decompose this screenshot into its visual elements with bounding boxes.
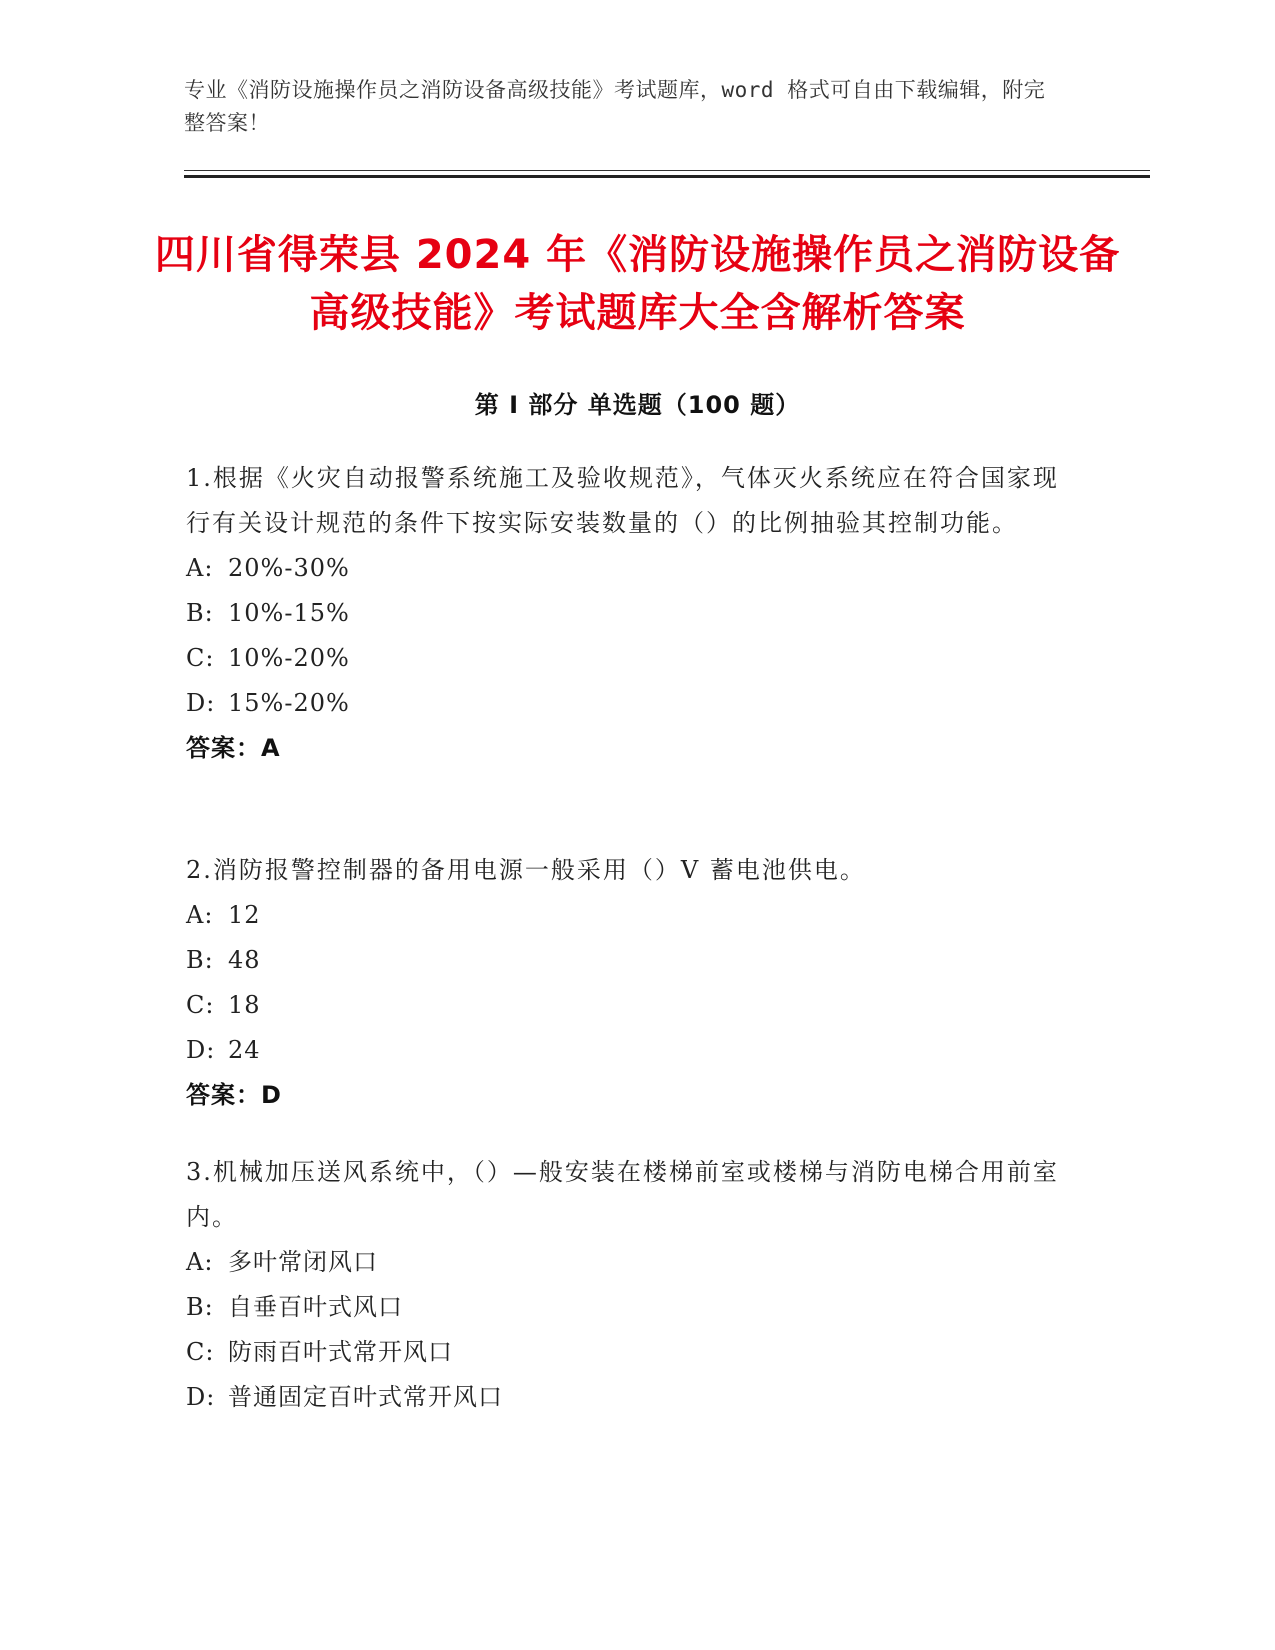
option-a — [186, 546, 1066, 591]
option-letter: D: — [186, 1383, 216, 1411]
option-letter: B: — [186, 599, 214, 627]
header-divider-thin — [184, 170, 1150, 171]
option-text: 普通固定百叶式常开风口 — [228, 1383, 503, 1411]
option-letter: D: — [186, 1036, 216, 1064]
option-c — [186, 983, 1066, 1028]
option-text: 防雨百叶式常开风口 — [228, 1338, 453, 1366]
section-heading: 第 I 部分 单选题（100 题） — [474, 391, 801, 419]
option-text: 48 — [228, 946, 261, 974]
option-d — [186, 681, 1066, 726]
option-b — [186, 938, 1066, 983]
option-text: 多叶常闭风口 — [228, 1248, 378, 1276]
option-a — [186, 1240, 1066, 1285]
option-letter: B: — [186, 1293, 214, 1321]
option-text: 15%-20% — [228, 689, 350, 717]
question-stem: 1.根据《火灾自动报警系统施工及验收规范》，气体灭火系统应在符合国家现行有关设计规范的条件下按实际安装数量的（）的比例抽验其控制功能。 — [186, 464, 1059, 537]
header-note: 专业《消防设施操作员之消防设备高级技能》考试题库，word 格式可自由下载编辑，附完整答案！ — [184, 78, 1046, 135]
option-text: 10%-15% — [228, 599, 350, 627]
option-letter: C: — [186, 991, 215, 1019]
question-3 — [186, 1150, 1066, 1420]
option-d — [186, 1028, 1066, 1073]
header-divider-thick — [184, 175, 1150, 178]
option-letter: A: — [186, 901, 214, 929]
answer-line: 答案：D — [186, 1081, 282, 1109]
option-a — [186, 893, 1066, 938]
option-text: 20%-30% — [228, 554, 350, 582]
option-text: 24 — [228, 1036, 261, 1064]
option-text: 10%-20% — [228, 644, 350, 672]
answer-line: 答案：A — [186, 734, 281, 762]
option-d — [186, 1375, 1066, 1420]
option-c — [186, 1330, 1066, 1375]
option-b — [186, 591, 1066, 636]
option-letter: C: — [186, 1338, 215, 1366]
question-2 — [186, 848, 1066, 1118]
option-text: 18 — [228, 991, 261, 1019]
option-b — [186, 1285, 1066, 1330]
option-letter: C: — [186, 644, 215, 672]
option-letter: A: — [186, 554, 214, 582]
question-1 — [186, 456, 1066, 771]
option-letter: B: — [186, 946, 214, 974]
option-text: 12 — [228, 901, 261, 929]
question-stem: 2.消防报警控制器的备用电源一般采用（）V 蓄电池供电。 — [186, 856, 866, 884]
option-text: 自垂百叶式风口 — [228, 1293, 403, 1321]
question-stem: 3.机械加压送风系统中，（）—般安装在楼梯前室或楼梯与消防电梯合用前室内。 — [186, 1158, 1059, 1231]
option-letter: A: — [186, 1248, 214, 1276]
document-title: 四川省得荣县 2024 年《消防设施操作员之消防设备高级技能》考试题库大全含解析答案 — [154, 232, 1121, 336]
option-letter: D: — [186, 689, 216, 717]
option-c — [186, 636, 1066, 681]
